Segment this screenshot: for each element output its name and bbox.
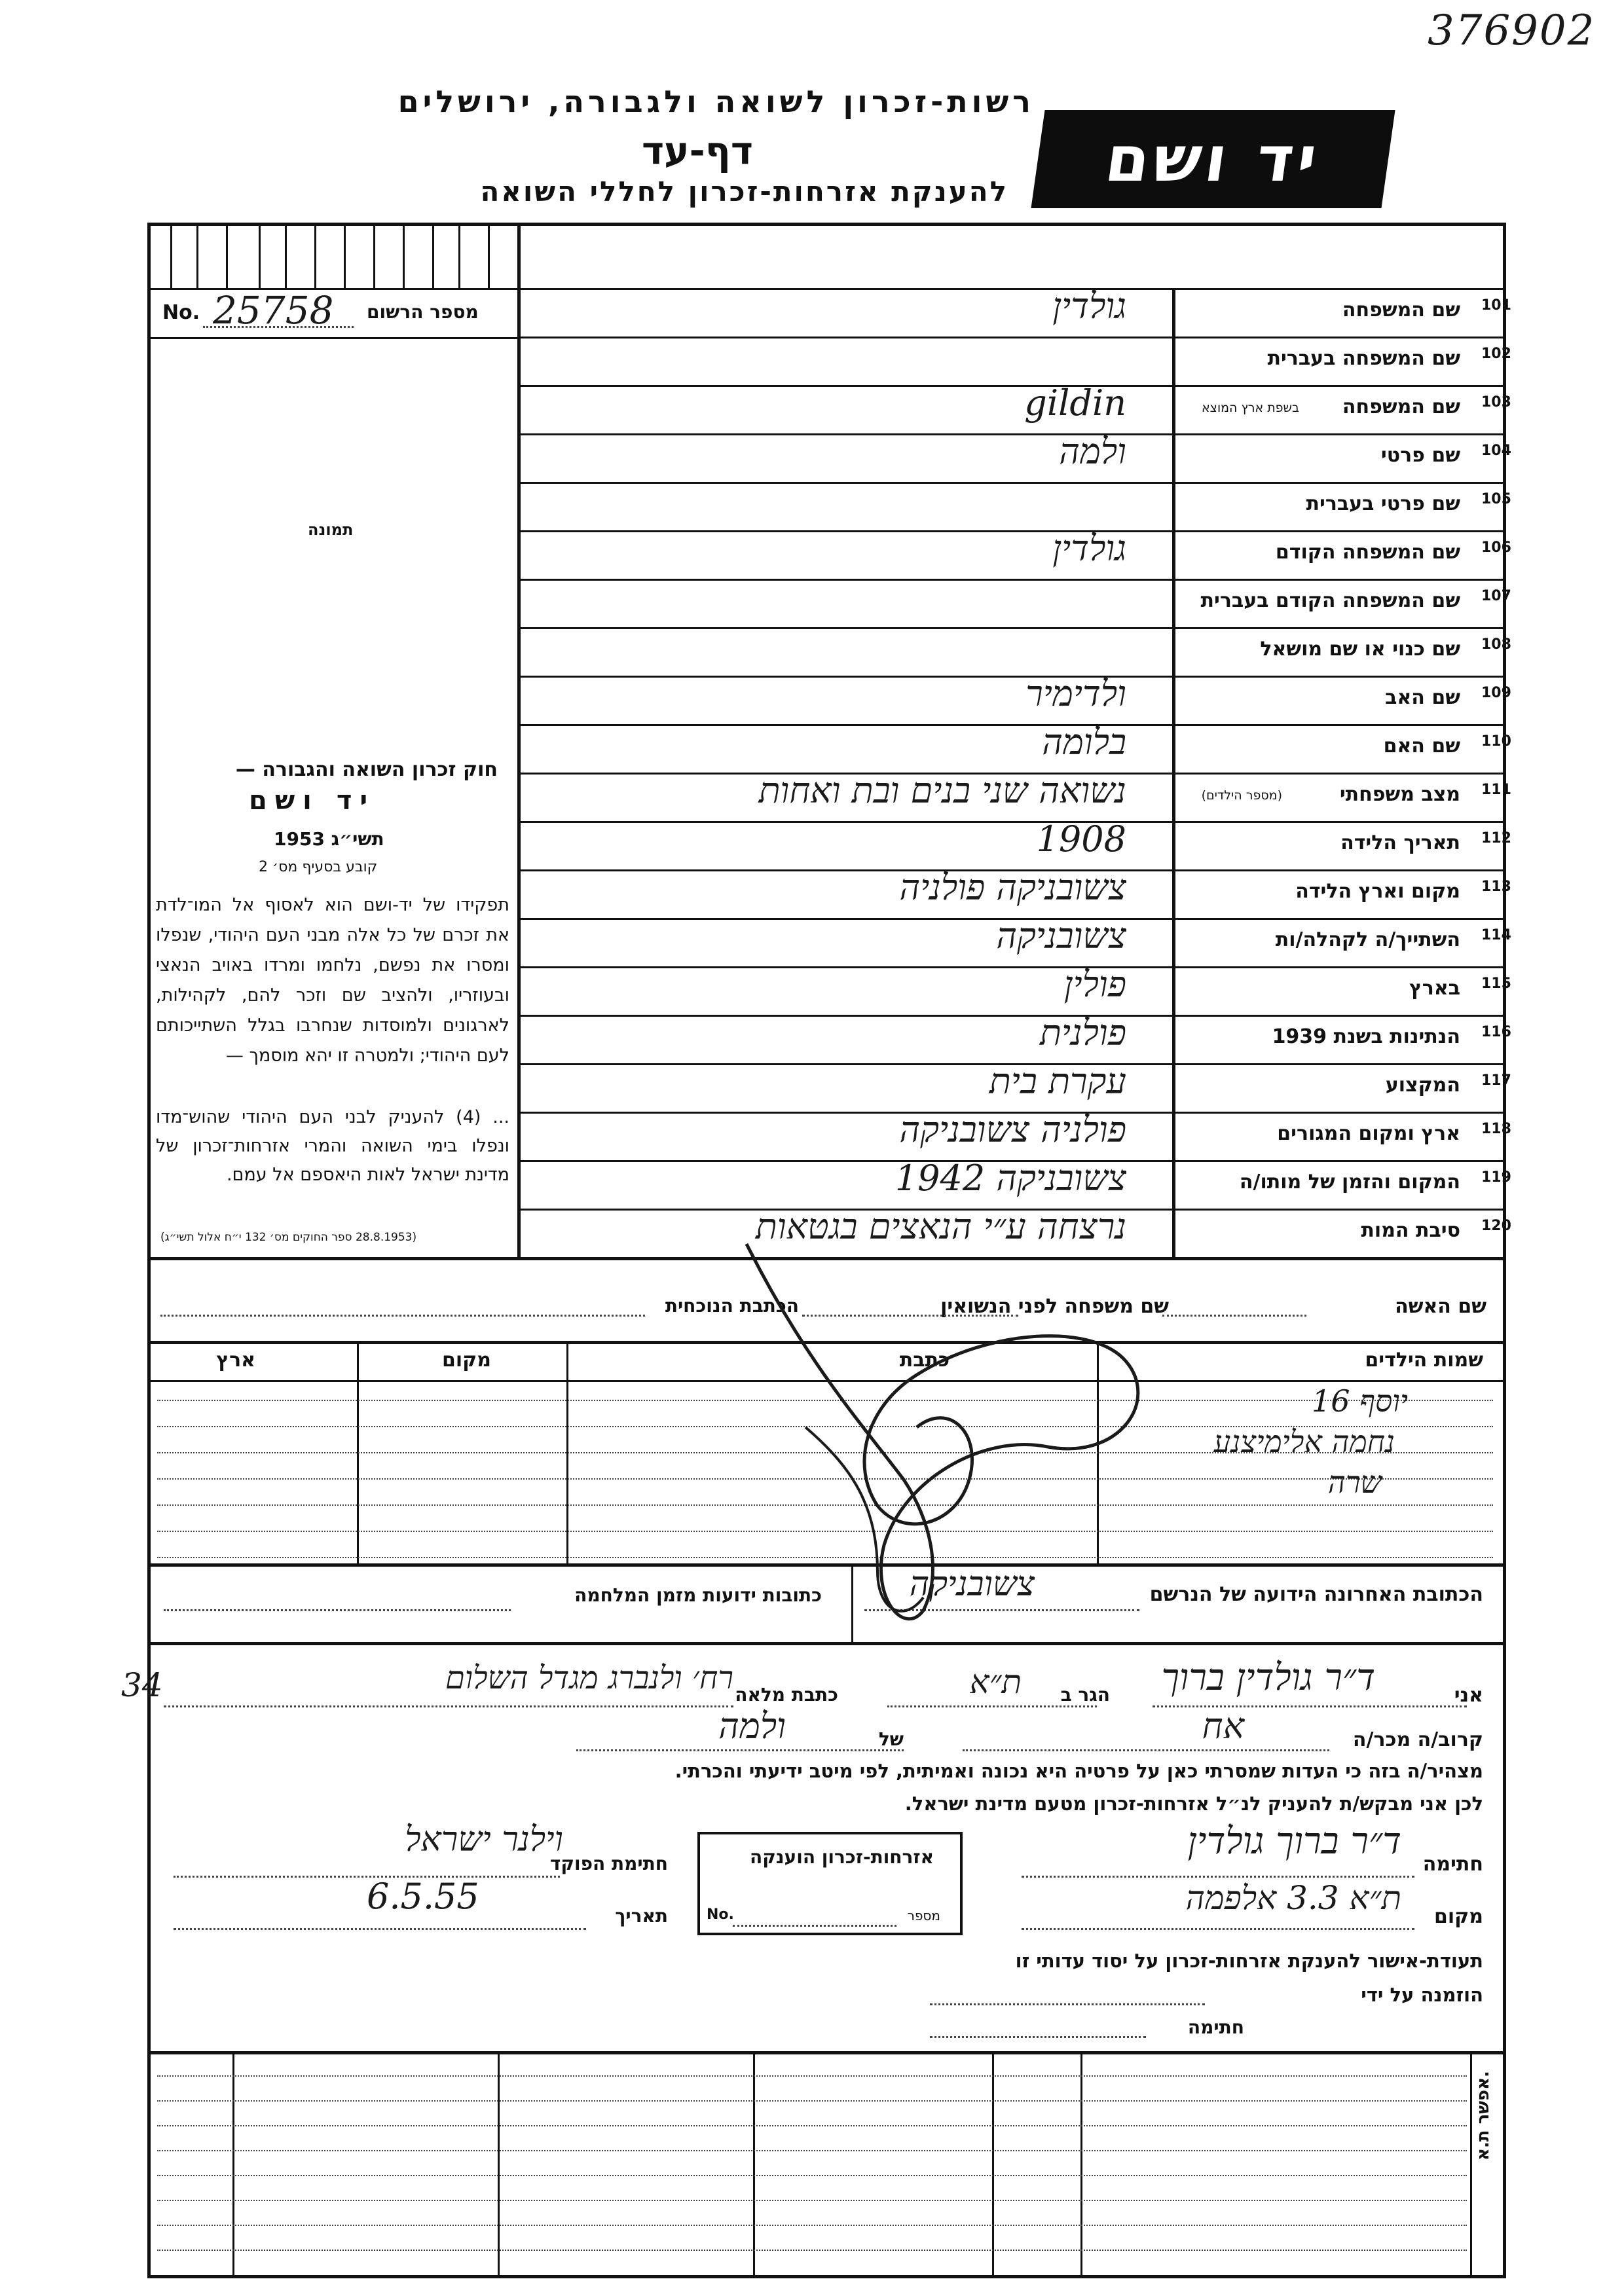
- law-body-cont: ... (4) להעניק לבני העם היהודי שהוש־מדו ונפלו בימי השואה והמרי אזרחות־זכרון של מדינת ישראל לאות היאספם אל עמם.: [156, 1107, 509, 1185]
- form-title: דף-עד: [641, 128, 753, 173]
- field-value[interactable]: גולדין: [1052, 528, 1126, 569]
- field-number: 105: [1481, 491, 1511, 507]
- archive-number: 376902: [1428, 7, 1596, 55]
- field-value[interactable]: ולמה: [1059, 431, 1126, 472]
- law-clause: קובע בסעיף מס׳ 2: [259, 859, 378, 875]
- registration-number: 25758: [213, 288, 334, 333]
- field-number: 115: [1481, 975, 1511, 992]
- official-signature-label: חתימת הפוקד: [549, 1853, 668, 1874]
- declarant-i-label: אני: [1454, 1684, 1483, 1707]
- field-label: שם האב: [1385, 686, 1460, 709]
- field-label: שם המשפחה בעברית: [1267, 347, 1460, 370]
- certificate-line-1: תעודת-אישור להענקת אזרחות-זכרון על יסוד עדותי זו: [1015, 1950, 1483, 1972]
- field-number: 104: [1481, 443, 1511, 459]
- field-number: 114: [1481, 927, 1511, 943]
- field-label: שם המשפחה: [1342, 299, 1460, 321]
- field-value[interactable]: פולניה צשובניקה: [899, 1109, 1126, 1150]
- request-text: לכן אני מבקש/ת להעניק לנ״ל אזרחות-זכרון מטעם מדינת ישראל.: [904, 1793, 1483, 1815]
- field-value[interactable]: בלומה: [1042, 721, 1126, 763]
- field-label: שם המשפחה: [1342, 395, 1460, 418]
- field-label: הנתינות בשנת 1939: [1272, 1025, 1460, 1048]
- field-number: 120: [1481, 1218, 1511, 1234]
- field-number: 112: [1481, 830, 1511, 847]
- declarant-residing-value: ת״א: [969, 1663, 1022, 1701]
- field-label: ארץ ומקום המגורים: [1277, 1122, 1460, 1145]
- law-footnote: (28.8.1953 ספר החוקים מס׳ 132 י״ח אלול תשי״ג): [160, 1231, 417, 1244]
- child-name: שרה: [1327, 1465, 1382, 1500]
- stamp-title: אזרחות-זכרון הוענקה: [750, 1846, 934, 1868]
- registration-no-prefix: No.: [162, 301, 200, 324]
- field-number: 103: [1481, 394, 1511, 410]
- declarant-full-address-value: רח׳ ולנברג מגדל השלום: [445, 1660, 733, 1696]
- declarant-margin-note: 34: [121, 1666, 163, 1704]
- field-label: שם המשפחה הקודם: [1275, 541, 1460, 564]
- field-label: שם פרטי: [1380, 444, 1460, 467]
- field-number: 107: [1481, 588, 1511, 604]
- field-value[interactable]: צשובניקה פולניה: [899, 867, 1126, 908]
- children-header-place: מקום: [442, 1349, 491, 1372]
- field-value[interactable]: גולדין: [1052, 285, 1126, 327]
- declarant-full-address-label: כתבת מלאה: [735, 1684, 838, 1705]
- signature-scribble: [707, 1231, 1179, 1637]
- field-number: 118: [1481, 1121, 1511, 1137]
- field-number: 106: [1481, 539, 1511, 556]
- field-value[interactable]: נרצחה ע״י הנאצים בגטאות: [755, 1206, 1126, 1247]
- field-label: המקום והזמן של מותו/ה: [1239, 1171, 1460, 1194]
- official-signature: וילנר ישראל: [405, 1820, 563, 1859]
- declarant-residing-label: הגר ב: [1060, 1684, 1110, 1705]
- field-number: 102: [1481, 346, 1511, 362]
- field-sublabel: בשפת ארץ המוצא: [1201, 401, 1299, 415]
- field-label: שם כנוי או שם מושאל: [1260, 638, 1460, 661]
- wartime-address-label: כתובות ידועות מזמן המלחמה: [574, 1584, 822, 1606]
- spouse-label: שם האשה: [1395, 1295, 1486, 1318]
- field-label: מצב משפחתי: [1339, 783, 1460, 806]
- stamp-no-prefix: No.: [707, 1906, 734, 1923]
- field-label: מקום וארץ הלידה: [1295, 880, 1460, 903]
- field-label: השתייך/ה לקהלה/ות: [1275, 928, 1460, 951]
- declarant-signature-label: חתימה: [1422, 1853, 1483, 1876]
- spouse-maiden-label: שם משפחה לפני הנשואין: [940, 1295, 1169, 1318]
- yad-vashem-logo: [1031, 110, 1395, 208]
- stamp-num-label: מספר: [907, 1908, 940, 1923]
- field-label: סיבת המות: [1361, 1219, 1460, 1242]
- children-header-names: שמות הילדים: [1365, 1349, 1483, 1372]
- field-label: שם המשפחה הקודם בעברית: [1200, 589, 1460, 612]
- registration-label: מספר הרשום: [367, 301, 479, 323]
- field-number: 109: [1481, 685, 1511, 701]
- law-year: תשי״ג 1953: [274, 828, 384, 850]
- declarant-place-label: מקום: [1434, 1905, 1483, 1928]
- declarant-of-label: של: [878, 1728, 904, 1750]
- official-date-label: תאריך: [615, 1905, 668, 1927]
- law-title: חוק זכרון השואה והגבורה —: [235, 758, 498, 781]
- declarant-of-value: ולמה: [718, 1705, 786, 1747]
- last-address-label: הכתובת האחרונה הידועה של הנרשם: [1149, 1583, 1483, 1606]
- org-line: רשות-זכרון לשואה ולגבורה, ירושלים: [397, 84, 1035, 119]
- field-number: 111: [1481, 782, 1511, 798]
- field-label: בארץ: [1409, 977, 1460, 1000]
- spouse-address-label: הכתבת הנוכחית: [665, 1295, 799, 1317]
- certificate-signature-label: חתימה: [1187, 2016, 1244, 2038]
- declarant-relative-label: קרוב/ה מכר/ה: [1352, 1728, 1483, 1751]
- field-label: תאריך הלידה: [1340, 831, 1460, 854]
- official-date: 6.5.55: [367, 1876, 479, 1917]
- field-value[interactable]: נשואה שני בנים ובת ואחות: [758, 770, 1126, 811]
- declarant-relative-value: אח: [1202, 1705, 1244, 1747]
- field-number: 119: [1481, 1169, 1511, 1186]
- children-header-address: כתבת: [899, 1349, 950, 1372]
- declaration-text: מצהיר/ה בזה כי העדות שמסרתי כאן על פרטיה היא נכונה ואמיתית, לפי מיטב ידיעתי והכרתי.: [674, 1760, 1483, 1782]
- declarant-place-value: ת״א 3.3 אלפמה: [1185, 1879, 1401, 1917]
- law-name: יד ושם: [249, 786, 376, 816]
- field-label: שם האם: [1383, 735, 1460, 757]
- declarant-signature: ד״ר ברוך גולדין: [1187, 1820, 1401, 1863]
- last-address-value: צשובניקה: [909, 1565, 1035, 1604]
- field-value[interactable]: צשובניקה 1942: [895, 1157, 1126, 1199]
- citizenship-stamp-box: [697, 1832, 963, 1935]
- field-number: 108: [1481, 636, 1511, 653]
- field-sublabel: (מספר הילדים): [1201, 788, 1282, 803]
- field-label: המקצוע: [1385, 1074, 1460, 1097]
- field-value[interactable]: פולין: [1063, 964, 1126, 1005]
- field-number: 116: [1481, 1024, 1511, 1040]
- field-number: 101: [1481, 297, 1511, 314]
- field-value[interactable]: 1908: [1036, 818, 1126, 860]
- law-body: תפקידו של יד-ושם הוא לאסוף אל המו־לדת את זכרם של כל אלה מבני העם היהודי, שנפלו ומסרו את נפשם, נלחמו ומרדו באויב הנאצי ובעוזריו, ולהציב שם וזכר להם, לקהילות, לארגונים ולמוסדות שנחרבו בגלל השתייכותם לעם היהודי; ולמטרה זו יהא מוסמך —: [156, 895, 509, 1066]
- photo-placeholder-label: תמונה: [308, 520, 354, 539]
- field-value[interactable]: ולדימיר: [1025, 673, 1126, 714]
- declarant-name: ד״ר גולדין ברוך: [1161, 1656, 1375, 1699]
- field-value[interactable]: פולנית: [1039, 1012, 1126, 1053]
- field-label: שם פרטי בעברית: [1306, 492, 1460, 515]
- field-number: 117: [1481, 1072, 1511, 1089]
- child-name: נחמה אלימיצנע: [1213, 1424, 1395, 1459]
- field-number: 113: [1481, 879, 1511, 895]
- field-number: 110: [1481, 733, 1511, 750]
- form-subtitle: להענקת אזרחות-זכרון לחללי השואה: [480, 175, 1008, 208]
- field-value[interactable]: צשובניקה: [996, 915, 1126, 957]
- side-code: אפשר ת.א.: [1473, 2071, 1493, 2160]
- children-header-country: ארץ: [216, 1349, 255, 1372]
- logo-text: יד ושם: [1101, 122, 1325, 196]
- child-name: יוסף 16: [1312, 1383, 1408, 1419]
- certificate-line-2: הוזמנה על ידי: [1361, 1984, 1483, 2006]
- field-value[interactable]: gildin: [1024, 382, 1126, 424]
- field-value[interactable]: עקרת בית: [989, 1061, 1126, 1102]
